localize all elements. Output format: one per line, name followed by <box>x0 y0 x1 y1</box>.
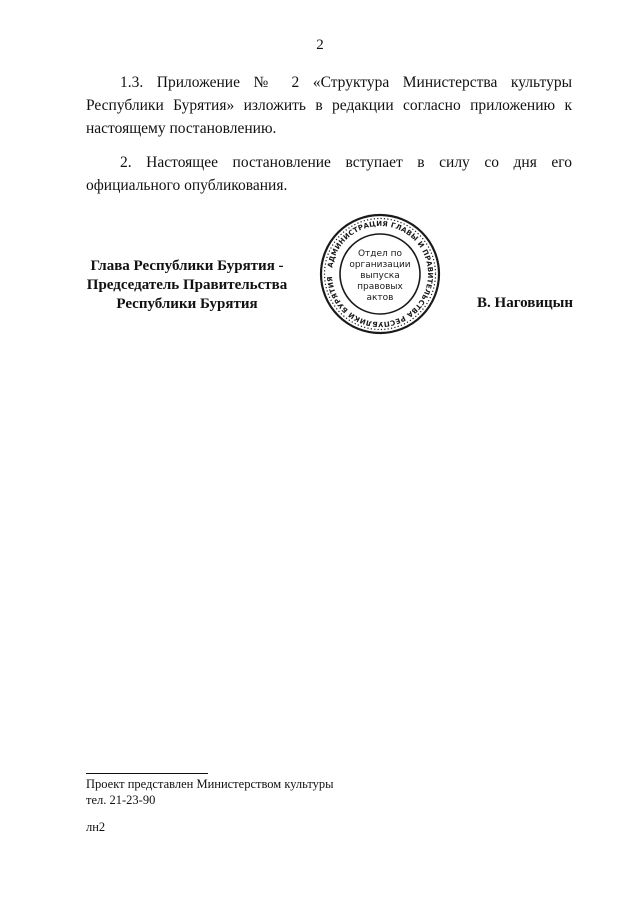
paragraph-1-text: 1.3. Приложение № 2 «Структура Министерства культуры Республики Бурятия» изложить в редакции согласно приложению к настоящему постановлению. <box>86 74 572 137</box>
document-code: лн2 <box>86 820 106 834</box>
signature-title-line-3: Республики Бурятия <box>116 296 258 312</box>
seal-center-line-5: актов <box>366 293 394 303</box>
footnote-divider <box>86 773 208 774</box>
seal-center-line-3: выпуска <box>360 271 400 281</box>
seal-center-line-2: организации <box>349 260 411 270</box>
paragraph-2-text: 2. Настоящее постановление вступает в силу со дня его официального опубликования. <box>86 154 572 194</box>
paragraph-appendix-change <box>86 71 572 140</box>
footnote-phone: тел. 21-23-90 <box>86 793 156 807</box>
signature-title-line-1: Глава Республики Бурятия - <box>90 258 284 274</box>
footnote-presented-by: Проект представлен Министерством культуры <box>86 777 334 791</box>
signature-title <box>72 257 302 314</box>
signature-title-line-2: Председатель Правительства <box>86 277 288 293</box>
paragraph-effective-date <box>86 151 572 197</box>
signature-name: В. Наговицын <box>477 295 573 311</box>
official-seal <box>318 212 442 336</box>
seal-ring-text: АДМИНИСТРАЦИЯ ГЛАВЫ И ПРАВИТЕЛЬСТВА РЕСПУБЛИКИ БУРЯТИЯ <box>325 219 435 329</box>
page-number: 2 <box>316 37 324 53</box>
seal-center-line-4: правовых <box>357 282 403 292</box>
seal-center-line-1: Отдел по <box>357 249 403 259</box>
footnote <box>86 776 334 808</box>
